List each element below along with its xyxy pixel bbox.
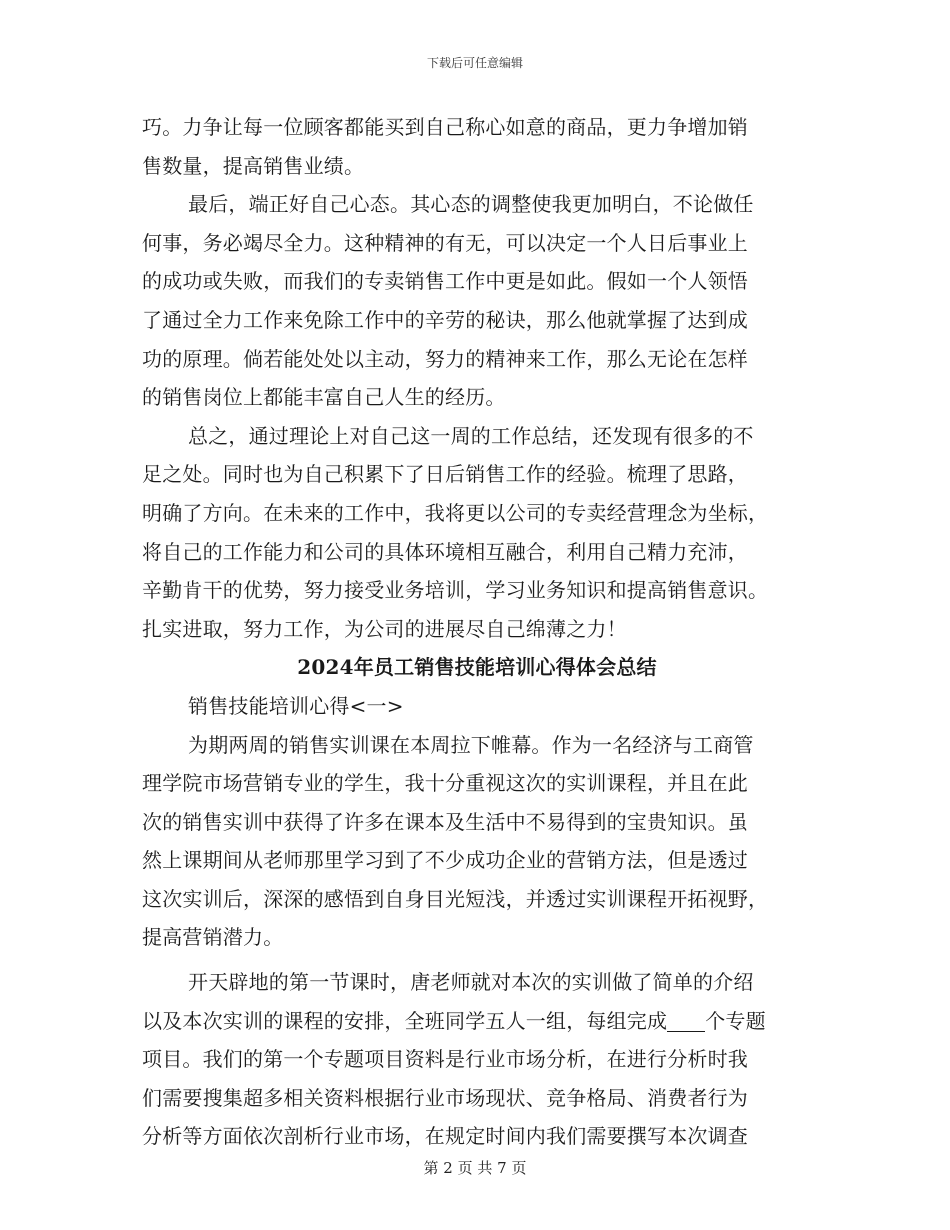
text-line: 将自己的工作能力和公司的具体环境相互融合，利用自己精力充沛， xyxy=(142,539,748,564)
subsection-heading: 销售技能培训心得<一> xyxy=(188,693,404,718)
text-line: 开天辟地的第一节课时，唐老师就对本次的实训做了简单的介绍 xyxy=(188,970,754,995)
text-line: 次的销售实训中获得了许多在课本及生活中不易得到的宝贵知识。虽 xyxy=(142,809,748,834)
text-line: 售数量，提高销售业绩。 xyxy=(142,153,365,178)
fill-in-blank xyxy=(667,1009,705,1032)
text-line: 的成功或失败，而我们的专卖销售工作中更是如此。假如一个人领悟 xyxy=(142,269,748,294)
text-line: 辛勤肯干的优势，努力接受业务培训，学习业务知识和提高销售意识。 xyxy=(142,578,769,603)
text-line: 最后，端正好自己心态。其心态的调整使我更加明白，不论做任 xyxy=(188,192,754,217)
text-line: 何事，务必竭尽全力。这种精神的有无，可以决定一个人日后事业上 xyxy=(142,230,748,255)
text-line: 明确了方向。在未来的工作中，我将更以公司的专卖经营理念为坐标， xyxy=(142,500,769,525)
text-line-part: 个专题 xyxy=(705,1008,766,1033)
text-line: 足之处。同时也为自己积累下了日后销售工作的经验。梳理了思路， xyxy=(142,462,748,487)
text-line: 功的原理。倘若能处处以主动，努力的精神来工作，那么无论在怎样 xyxy=(142,346,748,371)
text-line: 这次实训后，深深的感悟到自身目光短浅，并透过实训课程开拓视野， xyxy=(142,886,769,911)
text-line: 分析等方面依次剖析行业市场，在规定时间内我们需要撰写本次调查 xyxy=(142,1124,748,1149)
text-line: 为期两周的销售实训课在本周拉下帷幕。作为一名经济与工商管 xyxy=(188,732,754,757)
page-header: 下载后可任意编辑 xyxy=(426,56,523,70)
text-line: 扎实进取，努力工作，为公司的进展尽自己绵薄之力！ xyxy=(142,616,627,641)
text-line: 巧。力争让每一位顾客都能买到自己称心如意的商品，更力争增加销 xyxy=(142,115,748,139)
text-line-part: 以及本次实训的课程的安排，全班同学五人一组，每组完成 xyxy=(142,1008,668,1033)
text-line xyxy=(142,1002,812,1041)
text-line: 然上课期间从老师那里学习到了不少成功企业的营销方法，但是透过 xyxy=(142,848,748,873)
page-number: 第 2 页 共 7 页 xyxy=(423,1159,527,1177)
text-line: 们需要搜集超多相关资料根据行业市场现状、竞争格局、消费者行为 xyxy=(142,1085,748,1110)
section-title: 2024年员工销售技能培训心得体会总结 xyxy=(297,655,657,680)
text-line: 的销售岗位上都能丰富自己人生的经历。 xyxy=(142,385,506,410)
text-line: 提高营销潜力。 xyxy=(142,925,284,950)
text-line: 总之，通过理论上对自己这一周的工作总结，还发现有很多的不 xyxy=(188,423,754,448)
text-line: 项目。我们的第一个专题项目资料是行业市场分析，在进行分析时我 xyxy=(142,1047,748,1072)
document-body xyxy=(142,108,812,1156)
text-line: 了通过全力工作来免除工作中的辛劳的秘诀，那么他就掌握了达到成 xyxy=(142,307,748,332)
text-line: 理学院市场营销专业的学生，我十分重视这次的实训课程，并且在此 xyxy=(142,771,748,796)
